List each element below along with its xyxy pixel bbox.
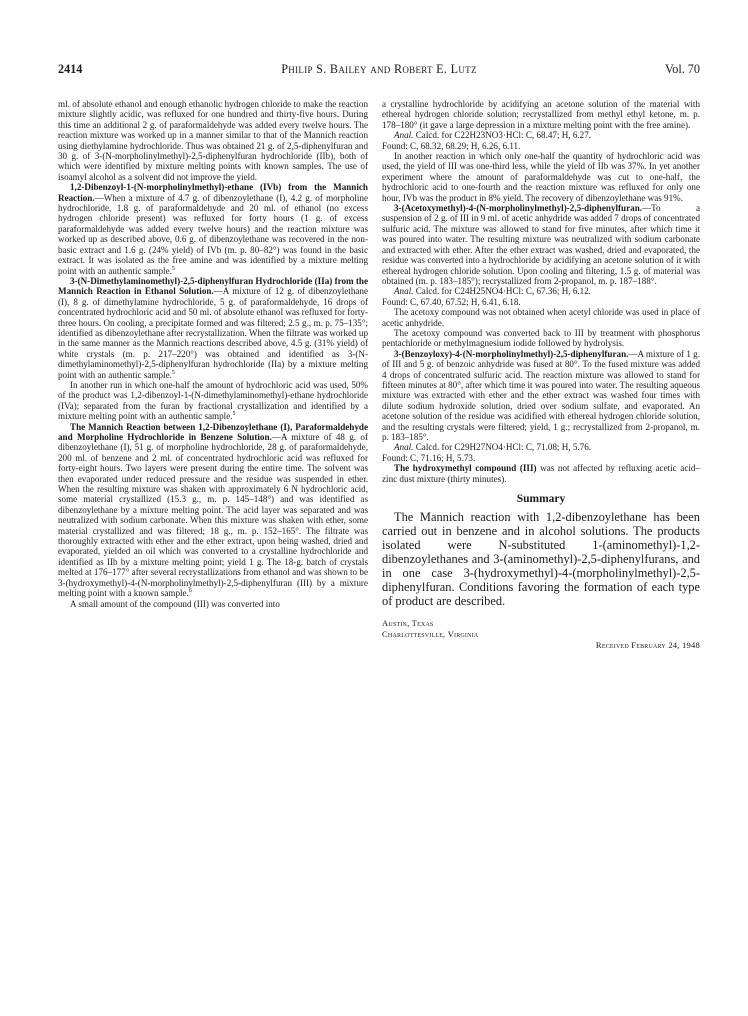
paragraph xyxy=(58,380,368,422)
footnote-ref: 5 xyxy=(171,265,175,272)
right-column xyxy=(382,99,700,651)
analysis-calcd xyxy=(382,130,700,140)
paragraph xyxy=(58,276,368,380)
analysis-found: Found: C, 67.40, 67.52; H, 6.41, 6.18. xyxy=(382,296,521,307)
paragraph xyxy=(382,349,700,443)
analysis-calcd-values: Calcd. for C22H23NO3·HCl: C, 68.47; H, 6.27. xyxy=(415,130,592,141)
analysis-label: Anal. xyxy=(394,442,414,453)
paragraph: ml. of absolute ethanol and enough ethanolic hydrogen chloride to make the reaction mixture slightly acidic, was refluxed for one hundred and thirty-five hours. During this time an additional 2 g. of paraformaldehyde was added every twelve hours. The reaction mixture was worked up in a manner similar to that of the Mannich reaction using diethylamine hydrochloride. Thus was obtained 21 g. of 2,5-diphenylfuran and 30 g. of 3-(N-morpholinylmethyl)-2,5-diphenylfuran hydrochloride (IIb), both of which were identified by mixture melting points with known samples. The use of isoamyl alcohol as a solvent did not improve the yield. xyxy=(58,99,368,182)
paragraph-body: In another run in which one-half the amount of hydrochloric acid was used, 50% of the product was 1,2-dibenzoyl-1-(N-dimethylaminomethyl)-ethane hydrochloride (IVa); separated from the furan by fractional crystallization and identified by a mixture melting point with an authentic sample. xyxy=(58,379,368,422)
footnote-ref: 5 xyxy=(171,369,175,376)
footnote-ref: 6 xyxy=(188,588,192,595)
paragraph: a crystalline hydrochloride by acidifying an acetone solution of the material with ethereal hydrogen chloride solution; recrystallized from methyl ethyl ketone, m. p. 178–180° (it gave a large depression in a mixture melting point with the free amine). xyxy=(382,99,700,130)
affiliation-block xyxy=(382,618,700,651)
paragraph xyxy=(382,203,700,286)
section-title: 3-(N-Dimethylaminomethyl)-2,5-diphenylfuran Hydrochloride (IIa) from the Mannich Reaction in Ethanol Solution. xyxy=(58,275,368,297)
paragraph-body: was not affected by refluxing acetic acid–zinc dust mixture (thirty minutes). xyxy=(382,463,700,484)
affiliation-city: Austin, Texas xyxy=(382,618,434,629)
paragraph-body: —When a mixture of 4.7 g. of dibenzoylethane (I), 4.2 g. of morpholine hydrochloride, 1.8 g. of paraformaldehyde and 20 ml. of ethanol (no excess hydrogen chloride present) was refluxed for forty hours (1 g. of excess paraformaldehyde was added every twelve hours) and the reaction mixture was worked up as described above, 0.6 g. of dibenzoylethane was recovered in the non-basic extract and 1.6 g. (24% yield) of IVb (m. p. 80–82°) was found in the basic extract. It was isolated as the free amine and was identified by a mixture melting point with an authentic sample. xyxy=(58,192,368,276)
summary-heading: Summary xyxy=(516,493,566,506)
analysis-calcd xyxy=(382,286,700,296)
paragraph-body: —To a suspension of 2 g. of III in 9 ml. of acetic anhydride was added 7 drops of concentrated sulfuric acid. The mixture was allowed to stand for five minutes, after which time it was poured into water. The resulting mixture was neutralized with sodium carbonate and extracted with ether. After the ether extract was washed, dried and evaporated, the residue was converted into a hydrochloride by acidifying an acetone solution of it with ethereal hydrogen chloride solution. Upon cooling and filtering, 1.5 g. of material was obtained (m. p. 183–185°); recrystallized from 2-propanol, m. p. 187–188°. xyxy=(382,203,700,286)
paragraph-body: —A mixture of 12 g. of dibenzoylethane (I), 8 g. of dimethylamine hydrochloride, 5 g. of paraformaldehyde, 16 drops of concentrated hydrochloric acid and 50 ml. of absolute ethanol was refluxed for forty-three hours. On cooling, a precipitate formed and was filtered; 2.5 g., m. p. 75–135°; identified as dibenzoylethane after recrystallization. When the filtrate was worked up in the same manner as the Mannich reactions described above, 4.5 g. (31% yield) of white crystals (m. p. 217–220°) was obtained and identified as 3-(N-dimethylaminomethyl)-2,5-diphenylfuran hydrochloride (IIa) by a mixture melting point with an authentic sample. xyxy=(58,286,368,380)
received-date: Received February 24, 1948 xyxy=(595,640,700,651)
section-title: 3-(Benzoyloxy)-4-(N-morpholinylmethyl)-2,5-diphenylfuran. xyxy=(394,348,629,359)
section-title: The Mannich Reaction between 1,2-Dibenzoylethane (I), Paraformaldehyde and Morpholine Hydrochloride in Benzene Solution. xyxy=(58,421,368,442)
paragraph-body: —A mixture of 48 g. of dibenzoylethane (I), 51 g. of morpholine hydrochloride, 28 g. of paraformaldehyde, 200 ml. of benzene and 2 ml. of concentrated hydrochloric acid was refluxed for forty-eight hours. Two layers were present during the entire time. The solvent was then evaporated under reduced pressure and the residue was suspended in ether. When the resulting mixture was shaken with approximately 6 N hydrochloric acid, some material crystallized (15.3 g., m. p. 145–148°) and was identified as dibenzoylethane by a mixture melting point. The acid layer was separated and was neutralized with sodium carbonate. When this mixture was shaken with ether, some material crystallized and was filtered; 18 g., m. p. 152–165°. The filtrate was thoroughly extracted with ether and the ether extract, upon being washed, dried and evaporated, yielded an oil which was converted to a crystalline hydrochloride and identified as IIb by a mixture melting point; yield 1 g. The 18-g. batch of crystals melted at 176–177° after several recrystallizations from ethanol and was shown to be 3-(hydroxymethyl)-4-(N-morpholinylmethyl)-2,5-diphenylfuran (III) by a mixture melting point with a known sample. xyxy=(58,432,368,599)
page-number: 2414 xyxy=(58,62,83,76)
analysis-found: Found: C, 71.16; H, 5.73. xyxy=(382,452,476,463)
page-header xyxy=(58,62,700,78)
left-column xyxy=(58,99,368,609)
analysis-calcd-values: Calcd. for C24H25NO4·HCl: C, 67.36; H, 6.12. xyxy=(415,286,592,297)
section-title: 1,2-Dibenzoyl-1-(N-morpholinylmethyl)-ethane (IVb) from the Mannich Reaction. xyxy=(58,182,368,203)
volume-label: Vol. 70 xyxy=(665,62,700,76)
paragraph xyxy=(58,182,368,276)
section-title: 3-(Acetoxymethyl)-4-(N-morpholinylmethyl)-2,5-diphenylfuran. xyxy=(394,203,643,214)
analysis-label: Anal. xyxy=(394,286,414,297)
footnote-ref: 5 xyxy=(232,411,236,418)
paragraph: The acetoxy compound was not obtained when acetyl chloride was used in place of acetic anhydride. xyxy=(382,307,700,328)
analysis-calcd-values: Calcd. for C29H27NO4·HCl: C, 71.08; H, 5.76. xyxy=(415,442,592,453)
paragraph: The acetoxy compound was converted back to III by treatment with phosphorus pentachloride or methylmagnesium iodide followed by hydrolysis. xyxy=(382,327,700,349)
analysis-calcd xyxy=(382,442,700,452)
analysis-label: Anal. xyxy=(394,130,414,141)
paragraph: A small amount of the compound (III) was converted into xyxy=(70,598,280,609)
analysis-found: Found: C, 68.32, 68.29; H, 6.26, 6.11. xyxy=(382,140,521,151)
paragraph: In another reaction in which only one-half the quantity of hydrochloric acid was used, the yield of III was one-third less, while the yield of IIb was 37%. In yet another experiment where the amount of paraformaldehyde was cut to one-half, the hydrochloric acid to one-fourth and the reaction mixture was refluxed for only one hour, IVb was the product in 8% yield. The recovery of dibenzoylethane was 91%. xyxy=(382,151,700,203)
summary-text: The Mannich reaction with 1,2-dibenzoylethane has been carried out in benzene and in alcohol solutions. The products isolated were N-substituted 1-(aminomethyl)-1,2-dibenzoylethanes and 3-(aminomethyl)-2,5-diphenylfurans, and in one case 3-(hydroxymethyl)-4-(morpholinylmethyl)-2,5-diphenylfuran. Conditions favoring the formation of each type of product are described. xyxy=(382,510,700,609)
section-title: The hydroxymethyl compound (III) xyxy=(394,463,537,474)
paragraph xyxy=(58,422,368,599)
paragraph xyxy=(382,463,700,484)
affiliation-city: Charlottesville, Virginia xyxy=(382,629,479,640)
running-authors: Philip S. Bailey and Robert E. Lutz xyxy=(281,62,477,76)
paragraph-body: —A mixture of 1 g. of III and 5 g. of benzoic anhydride was fused at 80°. To the fused mixture was added 4 drops of concentrated sulfuric acid. The reaction mixture was allowed to stand for fifteen minutes at 80°, after which time it was poured into water. The resulting aqueous mixture was extracted with ether and the ether extract was washed four times with dilute sodium hydroxide solution, dried over sodium sulfate, and evaporated. An acetone solution of the residue was acidified with ethereal hydrogen chloride solution, and the resulting crystals were filtered; yield, 1 g.; recrystallized from 2-propanol, m. p. 183–185°. xyxy=(382,348,700,442)
